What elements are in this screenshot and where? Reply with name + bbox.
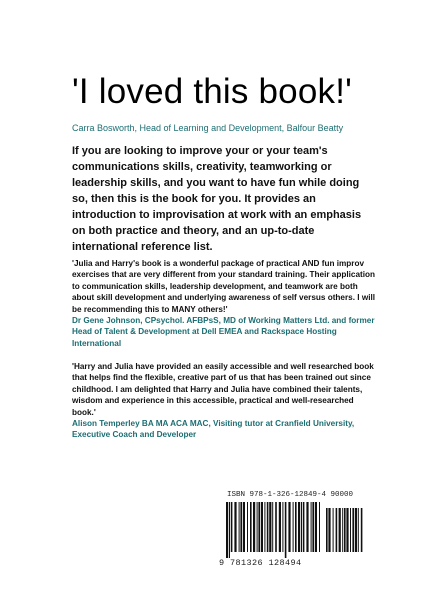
barcode-bar (342, 508, 343, 552)
barcode-bar (247, 502, 248, 552)
barcode-bar (253, 502, 255, 552)
barcode-bar (261, 502, 263, 552)
barcode-digits-main: 9 781326 128494 (219, 558, 302, 568)
barcode-bar (311, 502, 312, 552)
barcode-bar (336, 508, 338, 552)
barcode-bar (312, 502, 314, 552)
barcode-bar (279, 502, 281, 552)
barcode-bar (229, 502, 230, 558)
isbn-label (227, 491, 353, 500)
barcode-bar (350, 508, 351, 552)
testimonial-text: 'Harry and Julia have provided an easily accessible and well researched book that helps find the flexible, creative part of us that has been trained out since childhood. I am delighted that Harry and Julia have combined their talents, wisdom and experience in this accessible, practical and well-researched book.' (72, 362, 374, 417)
barcode-bar (295, 502, 297, 552)
barcode-bar (361, 508, 363, 552)
barcode-bar (226, 502, 228, 558)
barcode-bar (339, 508, 341, 552)
barcode-bar (240, 502, 242, 552)
isbn-barcode (219, 490, 369, 568)
isbn-number: ISBN 978-1-326-12849-4 (227, 491, 327, 499)
barcode-bar (239, 502, 240, 552)
barcode-bar (264, 502, 265, 552)
barcode-bar (346, 508, 348, 552)
barcode-bar (267, 502, 269, 552)
barcode-bar (293, 502, 294, 552)
book-description: If you are looking to improve your or your team's communications skills, creativity, teamworking or leadership skills, and you want to have fun while doing so, then this is the book for you. It provides an introduction to improvisation at work with an emphasis on both practice and theory, and an up-to-date international reference list. (72, 145, 362, 253)
price-code: 90000 (330, 491, 354, 499)
testimonial-author: Alison Temperley BA MA ACA MAC, Visiting tutor at Cranfield University, Executive Coach and Developer (72, 419, 355, 440)
barcode-digits (219, 558, 302, 568)
testimonial-author: Dr Gene Johnson, CPsychol. AFBPsS, MD of Working Matters Ltd. and former Head of Talent & Development at Dell EMEA and Rackspace Hosting International (72, 316, 375, 348)
barcode-bar (315, 502, 317, 552)
barcode-bar (257, 502, 258, 552)
barcode-bar (303, 502, 305, 552)
barcode-bar (298, 502, 300, 552)
barcode-bar (326, 508, 328, 552)
barcode-bar (272, 502, 273, 552)
headline-quote: 'I loved this book!' (72, 72, 353, 111)
barcode-bar (269, 502, 271, 552)
barcode-bar (288, 502, 290, 552)
headline-attribution: Carra Bosworth, Head of Learning and Development, Balfour Beatty (72, 123, 344, 133)
barcode-bar (258, 502, 260, 552)
barcode-bar (285, 502, 287, 558)
barcode-bar (306, 502, 308, 552)
barcode-bar (328, 508, 330, 552)
barcode-bar (275, 502, 277, 552)
barcode-bar (333, 508, 334, 552)
barcode-bar (250, 502, 252, 552)
barcode-bar (282, 502, 283, 552)
barcode-bar (301, 502, 302, 552)
testimonial (72, 361, 377, 441)
testimonial (72, 258, 377, 349)
addon-bars (326, 508, 364, 558)
barcode-bar (352, 508, 354, 552)
testimonial-text: 'Julia and Harry's book is a wonderful package of practical AND fun improv exercises that are very different from your standard training. Their application to communication skills, leadership development, and teamwork are both about skill development and underlying awareness of self versus others. I will be recommending this to MANY others!' (72, 259, 376, 314)
ean13-bars (226, 502, 324, 558)
barcode-bar (234, 502, 236, 552)
barcode-bar (344, 508, 346, 552)
barcode-bar (231, 502, 233, 552)
barcode-bar (355, 508, 357, 552)
barcode-bar (243, 502, 245, 552)
barcode-bar (358, 508, 359, 552)
barcode-bar (319, 502, 320, 552)
